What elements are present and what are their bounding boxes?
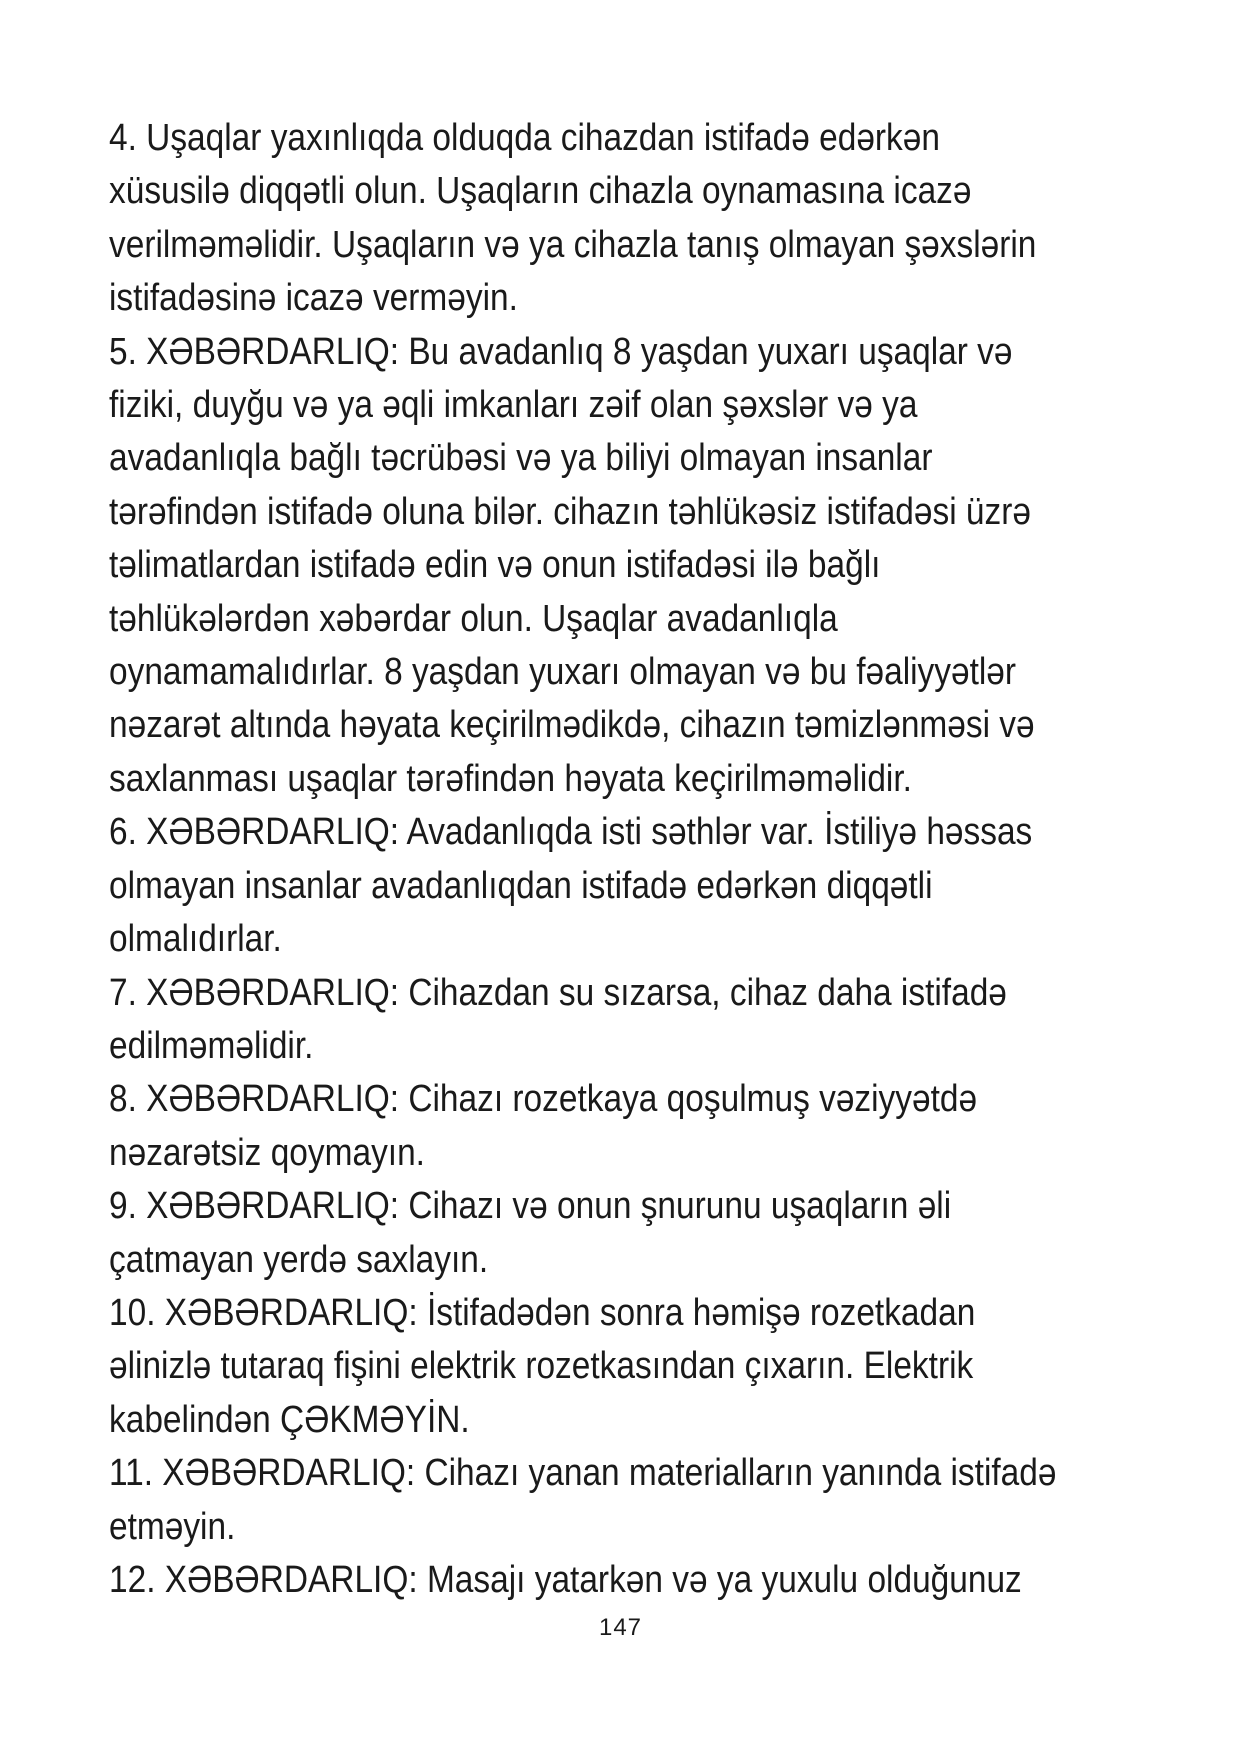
page-number: 147 <box>598 1614 643 1641</box>
warning-item-5: 5. XƏBƏRDARLIQ: Bu avadanlıq 8 yaşdan yuxarı uşaqlar və fiziki, duyğu və ya əqli imkanları zəif olan şəxslər və ya avadanlıqla bağlı təcrübəsi və ya biliyi olmayan insanlar tərəfindən istifadə oluna bilər. cihazın təhlükəsiz istifadəsi üzrə təlimatlardan istifadə edin və onun istifadəsi ilə bağlı təhlükələrdən xəbərdar olun. Uşaqlar avadanlıqla oynamamalıdırlar. 8 yaşdan yuxarı olmayan və bu fəaliyyətlər nəzarət altında həyata keçirilmədikdə, cihazın təmizlənməsi və saxlanması uşaqlar tərəfindən həyata keçirilməməlidir. <box>109 330 1035 800</box>
warning-item-9: 9. XƏBƏRDARLIQ: Cihazı və onun şnurunu uşaqların əli çatmayan yerdə saxlayın. <box>109 1185 952 1281</box>
warning-item-10: 10. XƏBƏRDARLIQ: İstifadədən sonra həmişə rozetkadan əlinizlə tutaraq fişini elektrik rozetkasından çıxarın. Elektrik kabelindən ÇƏKMƏYİN. <box>109 1291 976 1441</box>
warning-item-6: 6. XƏBƏRDARLIQ: Avadanlıqda isti səthlər var. İstiliyə həssas olmayan insanlar avadanlıqdan istifadə edərkən diqqətli olmalıdırlar. <box>109 811 1033 961</box>
warning-item-11: 11. XƏBƏRDARLIQ: Cihazı yanan materialların yanında istifadə etməyin. <box>109 1452 1057 1548</box>
warning-item-12: 12. XƏBƏRDARLIQ: Masajı yatarkən və ya yuxulu olduğunuz <box>109 1558 1022 1601</box>
warning-item-4: 4. Uşaqlar yaxınlıqda olduqda cihazdan istifadə edərkən xüsusilə diqqətli olun. Uşaqların cihazla oynamasına icazə verilməməlidir. Uşaqların və ya cihazla tanış olmayan şəxslərin istifadəsinə icazə verməyin. <box>109 117 1037 320</box>
warnings-list <box>109 112 1169 1607</box>
warning-item-7: 7. XƏBƏRDARLIQ: Cihazdan su sızarsa, cihaz daha istifadə edilməməlidir. <box>109 971 1007 1067</box>
warning-item-8: 8. XƏBƏRDARLIQ: Cihazı rozetkaya qoşulmuş vəziyyətdə nəzarətsiz qoymayın. <box>109 1078 978 1174</box>
